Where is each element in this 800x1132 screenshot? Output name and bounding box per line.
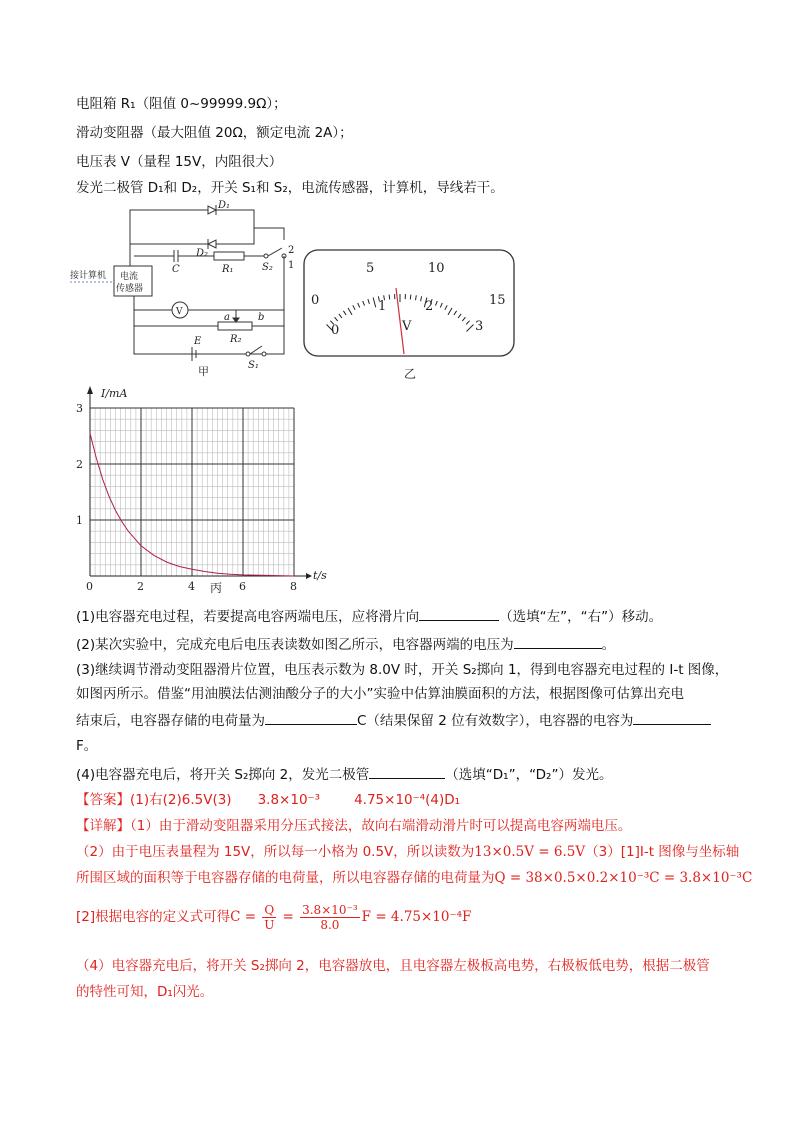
x-tick-4: 4 [188, 580, 195, 593]
label-pos-1: 1 [288, 260, 295, 271]
label-d1: D₁ [218, 200, 231, 211]
label-sensor-line2: 传感器 [116, 284, 144, 294]
x-tick-0: 0 [86, 580, 93, 593]
label-c: C [172, 264, 180, 275]
caption-jia: 甲 [198, 365, 209, 378]
question-4: (4)电容器充电后，将开关 S₂掷向 2，发光二极管 （选填“D₁”，“D₂”）发光。 [76, 764, 612, 785]
graph-ylabel: I/mA [101, 387, 128, 400]
dial-top-10: 10 [428, 261, 445, 276]
label-v: V [176, 307, 183, 317]
dial-top-5: 5 [366, 261, 375, 276]
caption-bing: 丙 [210, 581, 223, 595]
detail-line2: （2）由于电压表量程为 15V，所以每一小格为 0.5V，所以读数为13×0.5V = 6.5V（3）[1]I-t 图像与坐标轴 [76, 844, 740, 860]
question-1: (1)电容器充电过程，若要提高电容两端电压，应将滑片向 （选填“左”，“右”）移动。 [76, 606, 662, 627]
label-r2: R₂ [230, 334, 242, 345]
dial-top-0: 0 [311, 293, 320, 308]
x-tick-6: 6 [239, 580, 246, 593]
y-tick-3: 3 [76, 402, 83, 415]
answer-blank-3[interactable] [265, 710, 357, 725]
dial-bottom-3: 3 [475, 319, 484, 334]
question-3-line3: 结束后，电容器存储的电荷量为 C（结果保留 2 位有效数字），电容器的电容为 [76, 710, 711, 731]
answer-blank-1[interactable] [419, 606, 499, 621]
label-s2: S₂ [262, 262, 273, 273]
graph-xlabel: t/s [313, 569, 327, 582]
answer-blank-2[interactable] [514, 634, 602, 649]
it-graph [70, 386, 340, 596]
detail-line1: 【详解】（1）由于滑动变阻器采用分压式接法，故向右端滑动滑片时可以提高电容两端电压。 [76, 818, 632, 834]
question-3-line4: F。 [76, 738, 98, 754]
x-tick-8: 8 [290, 580, 297, 593]
label-e: E [194, 336, 202, 347]
equipment-rheostat: 滑动变阻器（最大阻值 20Ω，额定电流 2A）； [76, 125, 353, 141]
answer-blank-5[interactable] [369, 764, 445, 779]
label-pos-2: 2 [288, 245, 295, 256]
label-sensor-line1: 电流 [120, 272, 139, 282]
caption-yi: 乙 [404, 367, 417, 381]
dial-bottom-0: 0 [331, 323, 340, 338]
label-r1: R₁ [222, 264, 234, 275]
dial-bottom-2: 2 [425, 299, 434, 314]
question-2: (2)某次实验中，完成充电后电压表读数如图乙所示，电容器两端的电压为 。 [76, 634, 615, 655]
detail-line3: 所围区域的面积等于电容器存储的电荷量，所以电容器存储的电荷量为Q = 38×0.5×0.2×10⁻³C = 3.8×10⁻³C [76, 870, 753, 886]
y-tick-2: 2 [76, 458, 83, 471]
equipment-voltmeter: 电压表 V（量程 15V，内阻很大） [76, 154, 283, 170]
equipment-resistance-box: 电阻箱 R₁（阻值 0~99999.9Ω）； [76, 96, 287, 112]
dial-tick [389, 295, 390, 300]
dial-bottom-1: 1 [378, 299, 387, 314]
detail-line5: （4）电容器充电后，将开关 S₂掷向 2，电容器放电，且电容器左极板高电势，右极板低电势，根据二极管 [76, 958, 710, 974]
circuit-diagram [68, 198, 300, 384]
question-3-line1: (3)继续调节滑动变阻器滑片位置，电压表示数为 8.0V 时，开关 S₂掷向 1，得到电容器充电过程的 I-t 图像， [76, 662, 729, 678]
voltmeter-dial [300, 248, 518, 382]
x-tick-2: 2 [137, 580, 144, 593]
answer-line: 【答案】(1)右(2)6.5V(3) 3.8×10⁻³ 4.75×10⁻⁴(4)D₁ [76, 792, 461, 808]
label-b: b [258, 312, 265, 323]
fraction-q-over-u: $\frac{Q}{U}$ [264, 902, 275, 932]
label-a: a [224, 312, 230, 323]
question-3-line2: 如图丙所示。借鉴“用油膜法估测油酸分子的大小”实验中估算油膜面积的方法，根据图像可估算出充电 [76, 686, 684, 702]
dial-top-15: 15 [489, 293, 506, 308]
detail-line4: [2]根据电容的定义式可得C = $\frac{Q}{U}$ = $\frac{\text{3.8×10⁻³}}{8.0}$ F = 4.75×10⁻⁴F [76, 902, 472, 932]
dial-unit: V [402, 319, 412, 334]
equipment-others: 发光二极管 D₁和 D₂，开关 S₁和 S₂，电流传感器，计算机，导线若干。 [76, 180, 504, 196]
label-computer: 接计算机 [70, 271, 107, 281]
dial-tick [410, 295, 411, 300]
detail-line6: 的特性可知，D₁闪光。 [76, 984, 214, 1000]
y-tick-1: 1 [76, 514, 83, 527]
label-d2: D₂ [196, 248, 209, 259]
answer-blank-4[interactable] [633, 710, 711, 725]
fraction-values: $\frac{\text{3.8×10⁻³}}{8.0}$ [302, 902, 358, 932]
label-s1: S₁ [248, 360, 259, 371]
